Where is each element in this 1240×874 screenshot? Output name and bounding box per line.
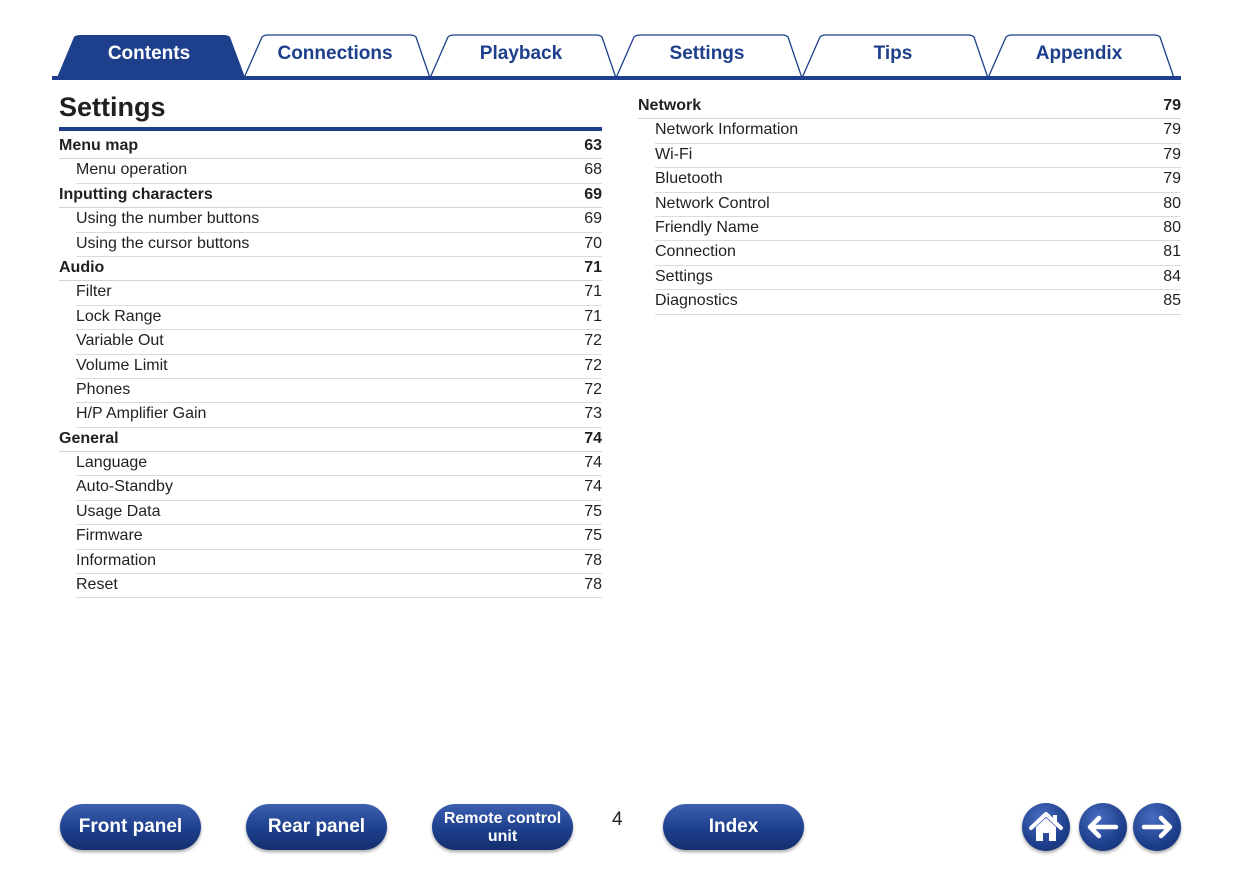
toc-item-row[interactable] <box>76 452 602 476</box>
index-button[interactable] <box>663 804 804 850</box>
home-icon <box>1022 803 1070 851</box>
forward-button[interactable] <box>1133 803 1181 851</box>
toc-entry-label: Friendly Name <box>655 218 760 236</box>
toc-item-row[interactable] <box>655 241 1181 265</box>
toc-left-column <box>59 135 602 598</box>
toc-section-row[interactable] <box>59 135 602 159</box>
rear-panel-button[interactable] <box>246 804 387 850</box>
toc-item-row[interactable] <box>76 379 602 403</box>
rear-panel-label: Rear panel <box>267 816 366 837</box>
tab-settings[interactable]: Settings <box>669 43 745 64</box>
toc-entry-label: Inputting characters <box>59 185 213 203</box>
page-title: Settings <box>59 92 166 122</box>
toc-entry-label: Using the number buttons <box>76 210 260 228</box>
tab-tips[interactable]: Tips <box>873 43 913 64</box>
toc-entry-label: Usage Data <box>76 502 161 520</box>
toc-entry-label: Network Information <box>655 121 799 139</box>
toc-entry-label: Volume Limit <box>76 356 168 374</box>
remote-label-line1: Remote control <box>443 810 562 827</box>
toc-item-row[interactable] <box>655 168 1181 192</box>
toc-entry-label: Wi-Fi <box>655 145 693 163</box>
toc-page-number: 79 <box>1163 145 1181 163</box>
toc-entry-label: Lock Range <box>76 307 162 325</box>
toc-entry-label: Reset <box>76 576 118 594</box>
toc-item-row[interactable] <box>76 403 602 427</box>
toc-entry-label: H/P Amplifier Gain <box>76 405 207 423</box>
toc-item-row[interactable] <box>76 233 602 257</box>
toc-page-number: 70 <box>584 234 602 252</box>
toc-item-row[interactable] <box>76 550 602 574</box>
toc-page-number: 69 <box>584 210 602 228</box>
toc-entry-label: Using the cursor buttons <box>76 234 250 252</box>
toc-entry-label: Language <box>76 454 148 472</box>
toc-item-row[interactable] <box>655 144 1181 168</box>
toc-entry-label: Variable Out <box>76 332 164 350</box>
toc-item-row[interactable] <box>655 290 1181 314</box>
front-panel-label: Front panel <box>78 816 183 837</box>
toc-entry-label: Audio <box>59 258 105 276</box>
toc-page-number: 79 <box>1163 97 1181 114</box>
toc-page-number: 78 <box>584 576 602 594</box>
toc-page-number: 72 <box>584 356 602 374</box>
toc-entry-label: Diagnostics <box>655 292 738 310</box>
toc-page-number: 63 <box>584 137 602 154</box>
tab-connections[interactable]: Connections <box>277 43 393 64</box>
toc-section-row[interactable] <box>638 95 1181 119</box>
toc-page-number: 71 <box>584 258 602 276</box>
toc-item-row[interactable] <box>655 119 1181 143</box>
index-label: Index <box>708 816 759 837</box>
toc-page-number: 71 <box>584 307 602 325</box>
toc-page-number: 71 <box>584 283 602 301</box>
toc-item-row[interactable] <box>76 355 602 379</box>
toc-section-row[interactable] <box>59 184 602 208</box>
toc-page-number: 80 <box>1163 218 1181 236</box>
toc-item-row[interactable] <box>76 330 602 354</box>
toc-entry-label: General <box>59 429 119 447</box>
tab-appendix[interactable]: Appendix <box>1035 43 1123 64</box>
toc-item-row[interactable] <box>655 266 1181 290</box>
toc-entry-label: Bluetooth <box>655 170 723 188</box>
toc-item-row[interactable] <box>76 476 602 500</box>
remote-control-unit-button[interactable] <box>432 804 573 850</box>
toc-item-row[interactable] <box>76 208 602 232</box>
toc-page-number: 74 <box>584 429 602 447</box>
toc-entry-label: Settings <box>655 267 713 285</box>
toc-entry-label: Auto-Standby <box>76 478 173 496</box>
toc-page-number: 81 <box>1163 243 1181 261</box>
toc-page-number: 72 <box>584 380 602 398</box>
toc-page-number: 79 <box>1163 170 1181 188</box>
tab-shapes <box>0 0 1240 84</box>
toc-page-number: 85 <box>1163 292 1181 310</box>
arrow-left-icon <box>1079 803 1127 851</box>
tab-playback[interactable]: Playback <box>479 43 563 64</box>
toc-right-column <box>638 95 1181 315</box>
toc-entry-label: Phones <box>76 380 131 398</box>
toc-item-row[interactable] <box>655 193 1181 217</box>
toc-item-row[interactable] <box>76 281 602 305</box>
toc-item-row[interactable] <box>76 501 602 525</box>
toc-page-number: 79 <box>1163 121 1181 139</box>
back-button[interactable] <box>1079 803 1127 851</box>
toc-section-row[interactable] <box>59 257 602 281</box>
arrow-right-icon <box>1133 803 1181 851</box>
front-panel-button[interactable] <box>60 804 201 850</box>
toc-entry-label: Filter <box>76 283 112 301</box>
tab-contents[interactable]: Contents <box>107 43 191 64</box>
toc-item-row[interactable] <box>76 306 602 330</box>
title-rule <box>59 127 602 131</box>
toc-item-row[interactable] <box>76 574 602 598</box>
toc-entry-label: Menu map <box>59 137 139 154</box>
toc-page-number: 69 <box>584 185 602 203</box>
page-number: 4 <box>612 809 623 830</box>
toc-item-row[interactable] <box>76 525 602 549</box>
toc-page-number: 80 <box>1163 194 1181 212</box>
tab-bar <box>0 0 1240 84</box>
toc-entry-label: Information <box>76 551 157 569</box>
home-button[interactable] <box>1022 803 1070 851</box>
toc-entry-label: Network Control <box>655 194 770 212</box>
toc-item-row[interactable] <box>655 217 1181 241</box>
remote-label-line2: unit <box>487 828 518 845</box>
tab-underline <box>52 76 1181 80</box>
toc-page-number: 68 <box>584 161 602 179</box>
toc-page-number: 72 <box>584 332 602 350</box>
toc-entry-label: Firmware <box>76 527 143 545</box>
toc-entry-label: Connection <box>655 243 736 261</box>
toc-item-row[interactable] <box>76 159 602 183</box>
toc-page-number: 75 <box>584 502 602 520</box>
toc-page-number: 74 <box>584 478 602 496</box>
toc-page-number: 78 <box>584 551 602 569</box>
toc-page-number: 75 <box>584 527 602 545</box>
toc-entry-label: Menu operation <box>76 161 188 179</box>
toc-page-number: 84 <box>1163 267 1181 285</box>
toc-page-number: 73 <box>584 405 602 423</box>
toc-entry-label: Network <box>638 97 702 114</box>
toc-section-row[interactable] <box>59 428 602 452</box>
toc-page-number: 74 <box>584 454 602 472</box>
